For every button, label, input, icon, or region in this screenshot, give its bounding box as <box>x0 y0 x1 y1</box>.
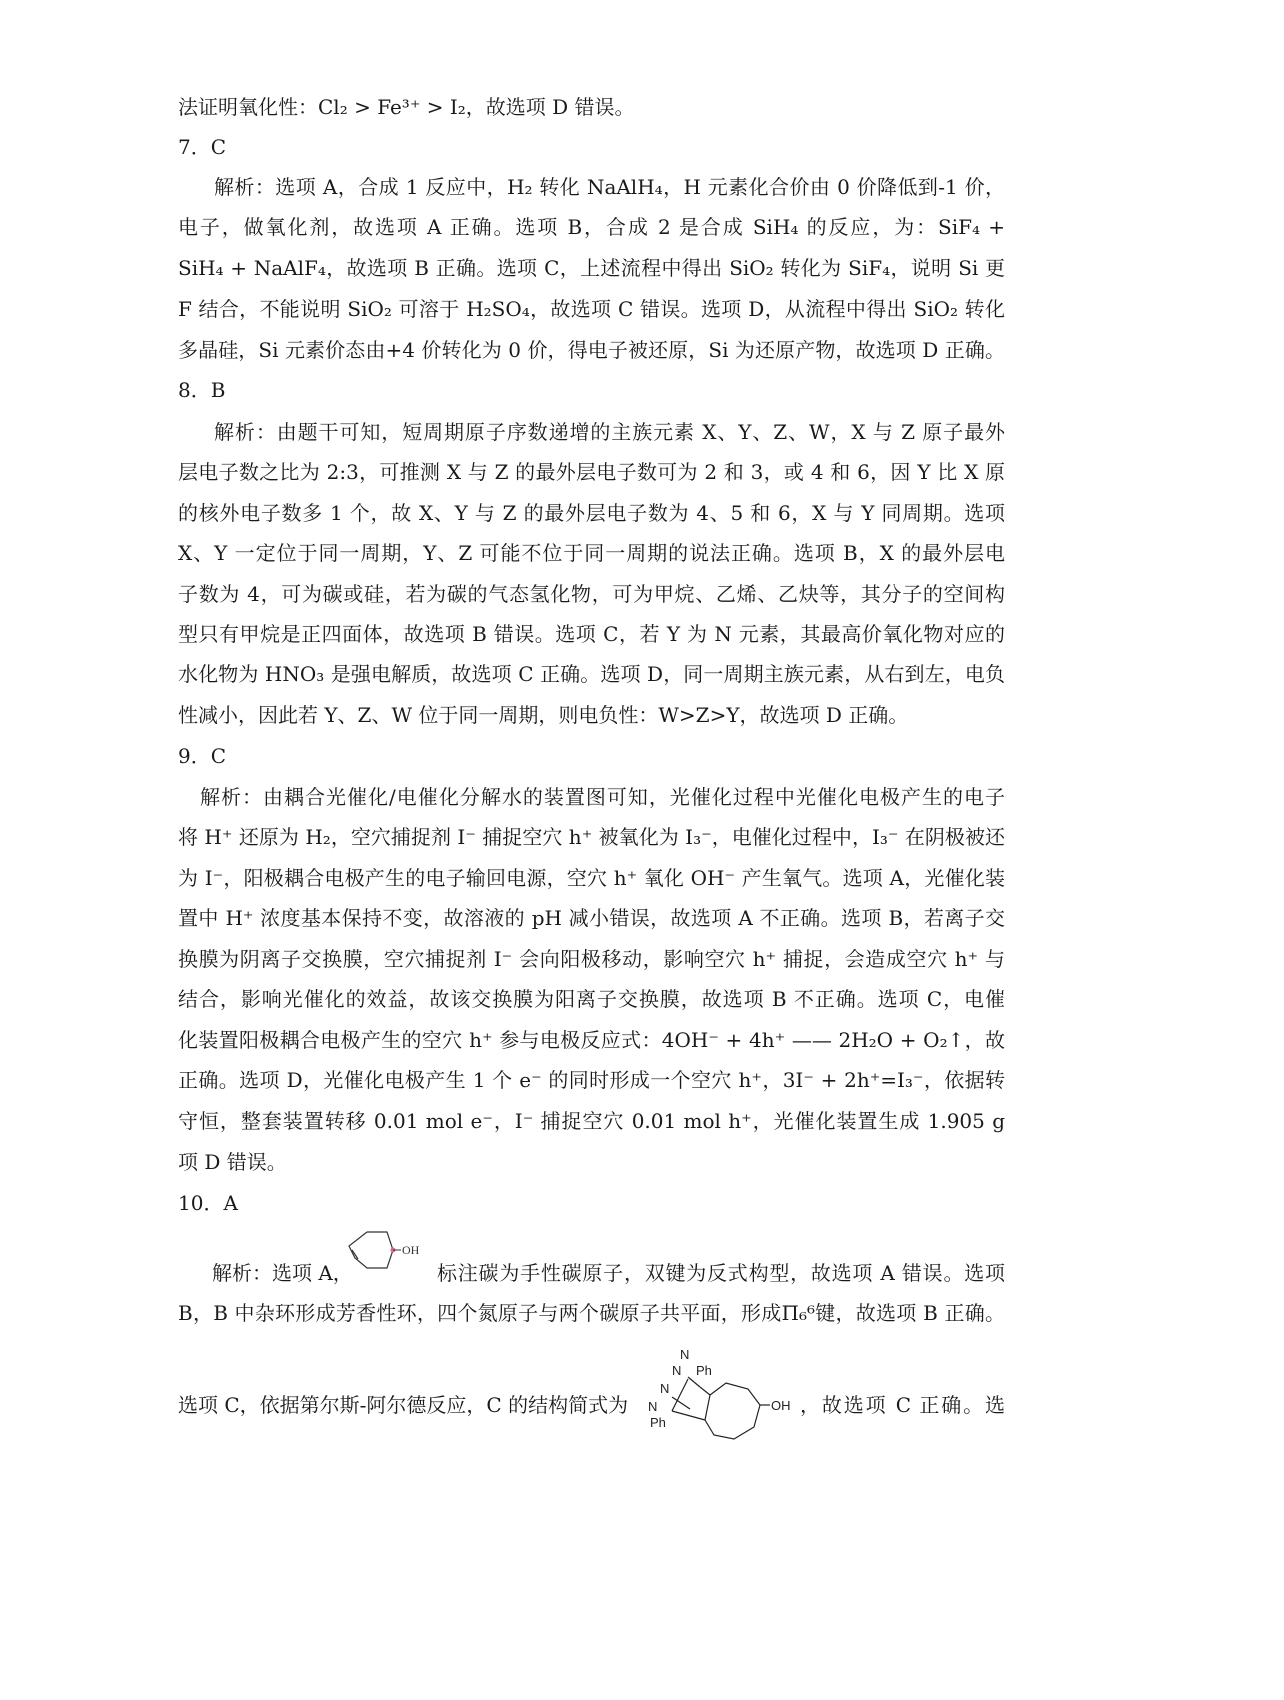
text-line: 选项 C，依据第尔斯-阿尔德反应，C 的结构简式为 <box>178 1393 629 1417</box>
ph-label: Ph <box>696 1363 712 1378</box>
text-line: B，B 中杂环形成芳香性环，四个氮原子与两个碳原子共平面，形成Π₆⁶键，故选项 B 正确。 <box>178 1301 1005 1325</box>
text-line: 子数为 4，可为碳或硅，若为碳的气态氢化物，可为甲烷、乙烯、乙炔等，其分子的空间构 <box>178 582 1005 606</box>
n-label: N <box>648 1399 658 1414</box>
text-line: 解析：选项 A， <box>212 1261 353 1285</box>
text-line: 正确。选项 D，光催化电极产生 1 个 e⁻ 的同时形成一个空穴 h⁺，3I⁻ + 2h⁺=I₃⁻，依据转 <box>178 1068 1005 1092</box>
text-line: 换膜为阴离子交换膜，空穴捕捉剂 I⁻ 会向阳极移动，影响空穴 h⁺ 捕捉，会造成空穴 h⁺ 与 <box>178 947 1005 971</box>
answer-7-heading: 7．C <box>178 135 227 159</box>
text-line: 多晶硅，Si 元素价态由+4 价转化为 0 价，得电子被还原，Si 为还原产物，故选项 D 正确。 <box>178 338 1005 362</box>
text-line: 结合，影响光催化的效益，故该交换膜为阳离子交换膜，故选项 B 不正确。选项 C，电催 <box>178 987 1005 1011</box>
text-line: 守恒，整套装置转移 0.01 mol e⁻，I⁻ 捕捉空穴 0.01 mol h⁺，光催化装置生成 1.905 g <box>178 1109 1005 1133</box>
text-line: 解析：选项 A，合成 1 反应中，H₂ 转化 NaAlH₄，H 元素化合价由 0 价降低到-1 价， <box>214 175 1005 199</box>
text-line: SiH₄ + NaAlF₄，故选项 B 正确。选项 C，上述流程中得出 SiO₂ 转化为 SiF₄，说明 Si 更 <box>178 256 1005 280</box>
text-line: 为 I⁻，阳极耦合电极产生的电子输回电源，空穴 h⁺ 氧化 OH⁻ 产生氧气。选项 A，光催化装 <box>178 866 1005 890</box>
text-line: 水化物为 HNO₃ 是强电解质，故选项 C 正确。选项 D，同一周期主族元素，从右到左，电负 <box>178 662 1005 686</box>
n-label: N <box>672 1363 682 1378</box>
diels-alder-product-structure <box>630 1345 800 1445</box>
text-line: X、Y 一定位于同一周期，Y、Z 可能不位于同一周期的说法正确。选项 B，X 的最外层电 <box>178 541 1005 565</box>
text-line: 置中 H⁺ 浓度基本保持不变，故溶液的 pH 减小错误，故选项 A 不正确。选项 B，若离子交 <box>178 906 1005 930</box>
n-label: N <box>680 1347 690 1362</box>
answer-8-heading: 8．B <box>178 378 226 402</box>
text-line: 层电子数之比为 2:3，可推测 X 与 Z 的最外层电子数可为 2 和 3，或 4 和 6，因 Y 比 X 原 <box>178 460 1005 484</box>
text-line: 解析：由题干可知，短周期原子序数递增的主族元素 X、Y、Z、W，X 与 Z 原子最外 <box>214 420 1005 444</box>
n-label: N <box>660 1381 670 1396</box>
text-line: 化装置阳极耦合电极产生的空穴 h⁺ 参与电极反应式：4OH⁻ + 4h⁺ —— 2H₂O + O₂↑，故 <box>178 1028 1005 1052</box>
text-line: 解析：由耦合光催化/电催化分解水的装置图可知，光催化过程中光催化电极产生的电子 <box>200 785 1005 809</box>
text-line: ，故选项 C 正确。选 <box>800 1393 1005 1417</box>
oh-label: OH <box>402 1243 420 1257</box>
text-line: 型只有甲烷是正四面体，故选项 B 错误。选项 C，若 Y 为 N 元素，其最高价氧化物对应的 <box>178 622 1005 646</box>
text-line: 标注碳为手性碳原子，双键为反式构型，故选项 A 错误。选项 <box>437 1261 1005 1285</box>
text-line: 项 D 错误。 <box>178 1150 287 1174</box>
text-line: 法证明氧化性：Cl₂ > Fe³⁺ > I₂，故选项 D 错误。 <box>178 95 635 119</box>
text-line: 将 H⁺ 还原为 H₂，空穴捕捉剂 I⁻ 捕捉空穴 h⁺ 被氧化为 I₃⁻，电催化过程中，I₃⁻ 在阴极被还 <box>178 825 1005 849</box>
answer-10-heading: 10．A <box>178 1191 238 1215</box>
text-line: 性减小，因此若 Y、Z、W 位于同一周期，则电负性：W>Z>Y，故选项 D 正确。 <box>178 703 909 727</box>
text-line: F 结合，不能说明 SiO₂ 可溶于 H₂SO₄，故选项 C 错误。选项 D，从流程中得出 SiO₂ 转化 <box>178 297 1005 321</box>
text-line: 电子，做氧化剂，故选项 A 正确。选项 B，合成 2 是合成 SiH₄ 的反应，为：SiF₄ + <box>178 215 1005 239</box>
ph-label: Ph <box>650 1415 666 1430</box>
oh-label: OH <box>771 1398 791 1413</box>
answer-9-heading: 9．C <box>178 744 227 768</box>
text-line: 的核外电子数多 1 个，故 X、Y 与 Z 的最外层电子数为 4、5 和 6，X 与 Y 同周期。选项 <box>178 501 1005 525</box>
cyclooctenol-structure <box>345 1228 435 1284</box>
